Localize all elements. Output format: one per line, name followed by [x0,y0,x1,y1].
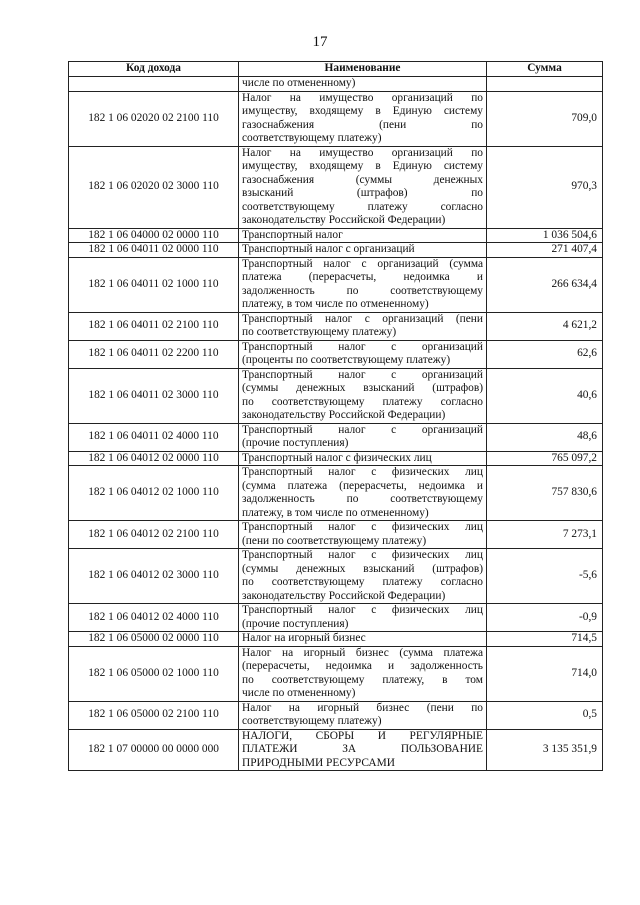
income-name-line: законодательству Российской Федерации) [242,589,446,602]
income-name [239,243,487,258]
income-name [239,729,487,771]
income-sum: 3 135 351,9 [487,729,603,771]
income-code: 182 1 06 02020 02 2100 110 [69,91,239,146]
income-name [239,423,487,451]
income-sum: 40,6 [487,368,603,423]
income-code: 182 1 06 04012 02 4000 110 [69,604,239,632]
income-name-line: соответствующему платежу) [242,132,382,144]
table-row [69,466,603,521]
income-name-line: Транспортный налог с организаций (сумма [242,257,483,270]
income-code [69,77,239,92]
income-name [239,146,487,228]
income-code: 182 1 06 04012 02 2100 110 [69,521,239,549]
income-name-line: законодательству Российской Федерации) [242,409,446,421]
income-name-line: Транспортный налог с физических лиц [242,604,483,616]
income-sum: 714,0 [487,646,603,701]
income-sum: 714,5 [487,632,603,647]
income-sum: 4 621,2 [487,312,603,340]
income-sum: 62,6 [487,340,603,368]
income-sum: 970,3 [487,146,603,228]
income-name-line: НАЛОГИ, СБОРЫ И РЕГУЛЯРНЫЕ [242,729,483,742]
income-code: 182 1 06 05000 02 0000 110 [69,632,239,647]
income-name-line: Транспортный налог с организаций [242,423,483,436]
income-code: 182 1 06 04000 02 0000 110 [69,228,239,243]
table-row [69,368,603,423]
table-row [69,549,603,604]
income-name [239,257,487,312]
table-body [69,77,603,771]
header-code: Код дохода [69,62,239,77]
income-name-line: Транспортный налог с физических лиц [242,451,432,464]
income-name [239,312,487,340]
income-sum: -0,9 [487,604,603,632]
income-name-line: взысканий (штрафов) по [242,187,483,199]
header-name: Наименование [239,62,487,77]
income-name [239,604,487,632]
income-name-line: ПЛАТЕЖИ ЗА ПОЛЬЗОВАНИЕ [242,743,483,755]
income-name-line: газоснабжения (пени по [242,118,483,131]
table-row [69,646,603,701]
income-name [239,466,487,521]
income-code: 182 1 06 04011 02 2200 110 [69,340,239,368]
income-name-line: платежу, в том числе по отмененному) [242,298,429,310]
header-sum: Сумма [487,62,603,77]
income-name-line: соответствующему платежу согласно [242,200,483,213]
income-code: 182 1 06 04011 02 2100 110 [69,312,239,340]
income-name-line: задолженность по соответствующему [242,284,483,297]
income-name-line: по соответствующему платежу согласно [242,395,483,408]
income-sum: 757 830,6 [487,466,603,521]
income-name-line: Транспортный налог с физических лиц [242,521,483,533]
table-row [69,340,603,368]
table-row [69,729,603,771]
income-code: 182 1 06 04012 02 1000 110 [69,466,239,521]
income-name-line: (суммы денежных взысканий (штрафов) [242,562,483,575]
income-name-line: Транспортный налог с организаций [242,368,483,381]
income-name-line: Налог на игорный бизнес [242,632,366,644]
income-name-line: Налог на игорный бизнес (сумма платежа [242,646,483,659]
income-name-line: Налог на имущество организаций по [242,91,483,104]
income-name-line: имуществу, входящему в Единую систему [242,160,483,172]
table-row [69,91,603,146]
income-name-line: (перерасчеты, недоимка и задолженность [242,660,483,672]
income-name-line: задолженность по соответствующему [242,493,483,505]
table-row [69,77,603,92]
income-sum: 0,5 [487,701,603,729]
income-name-line: (прочие поступления) [242,617,349,630]
table-row [69,604,603,632]
table-row [69,257,603,312]
income-code: 182 1 06 05000 02 2100 110 [69,701,239,729]
income-name [239,368,487,423]
table-row [69,451,603,466]
page-number: 17 [312,34,328,50]
income-sum: 271 407,4 [487,243,603,258]
income-name [239,521,487,549]
income-code: 182 1 06 04012 02 0000 110 [69,451,239,466]
income-name-line: Транспортный налог [242,228,343,241]
table-row [69,632,603,647]
table-row [69,243,603,258]
table-header-row [69,62,603,77]
income-name-line: (проценты по соответствующему платежу) [242,354,451,366]
income-name-line: Транспортный налог с физических лиц [242,466,483,478]
table-row [69,701,603,729]
income-code: 182 1 06 04011 02 3000 110 [69,368,239,423]
income-name [239,451,487,466]
income-name-line: Налог на игорный бизнес (пени по [242,701,483,714]
income-name-line: Транспортный налог с организаций (пени [242,312,483,325]
income-sum: 765 097,2 [487,451,603,466]
income-name [239,646,487,701]
income-name [239,549,487,604]
income-name-line: Транспортный налог с физических лиц [242,549,483,561]
income-name-line: Транспортный налог с организаций [242,340,483,353]
income-sum: 1 036 504,6 [487,228,603,243]
income-name-line: соответствующему платежу) [242,715,382,727]
income-name-line: (пени по соответствующему платежу) [242,534,427,547]
income-name [239,228,487,243]
income-code: 182 1 06 05000 02 1000 110 [69,646,239,701]
income-name-line: платежа (перерасчеты, недоимка и [242,271,483,283]
income-name-line: платежу, в том числе по отмененному) [242,506,429,519]
income-name-line: по соответствующему платежу) [242,326,397,338]
income-code: 182 1 07 00000 00 0000 000 [69,729,239,771]
revenue-table [68,61,603,771]
income-name-line: (сумма платежа (перерасчеты, недоимка и [242,479,483,492]
table-row [69,228,603,243]
table-row [69,423,603,451]
income-code: 182 1 06 04011 02 1000 110 [69,257,239,312]
income-name [239,340,487,368]
income-name-line: имуществу, входящему в Единую систему [242,105,483,117]
income-code: 182 1 06 04011 02 4000 110 [69,423,239,451]
income-name-line: Транспортный налог с организаций [242,243,415,255]
table-row [69,312,603,340]
income-sum: 709,0 [487,91,603,146]
income-sum: 7 273,1 [487,521,603,549]
income-name [239,77,487,92]
income-sum: -5,6 [487,549,603,604]
income-code: 182 1 06 04012 02 3000 110 [69,549,239,604]
income-sum [487,77,603,92]
table-row [69,146,603,228]
income-sum: 266 634,4 [487,257,603,312]
income-name-line: числе по отмененному) [242,687,356,699]
income-name [239,91,487,146]
income-code: 182 1 06 04011 02 0000 110 [69,243,239,258]
income-sum: 48,6 [487,423,603,451]
income-name-line: по соответствующему платежу согласно [242,576,483,588]
income-name-line: числе по отмененному) [242,77,356,89]
income-name-line: Налог на имущество организаций по [242,146,483,159]
table-row [69,521,603,549]
income-name-line: по соответствующему платежу, в том [242,673,483,686]
income-name [239,701,487,729]
income-name-line: газоснабжения (суммы денежных [242,173,483,186]
income-name-line: (суммы денежных взысканий (штрафов) [242,382,483,394]
income-name-line: законодательству Российской Федерации) [242,214,446,226]
income-name-line: ПРИРОДНЫМИ РЕСУРСАМИ [242,756,395,769]
income-name [239,632,487,647]
income-name-line: (прочие поступления) [242,437,349,449]
income-code: 182 1 06 02020 02 3000 110 [69,146,239,228]
